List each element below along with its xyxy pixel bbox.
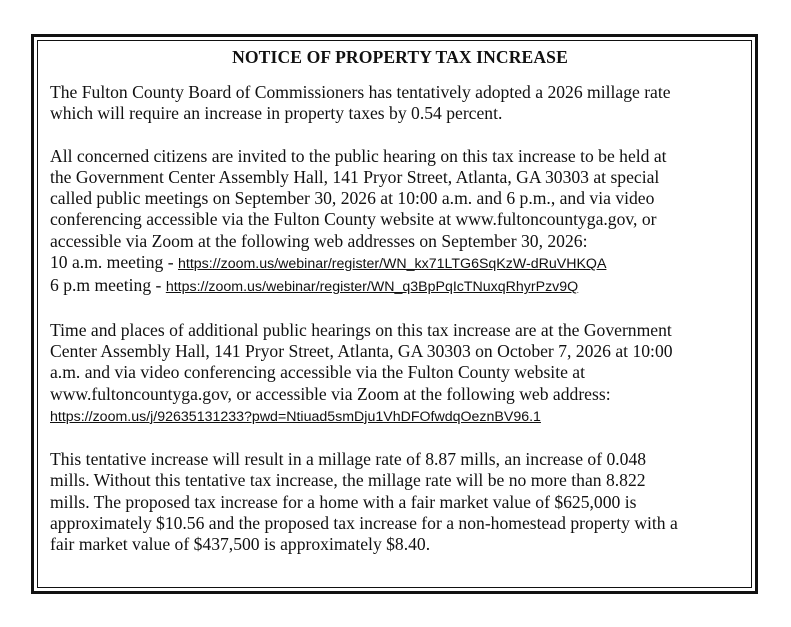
paragraph-line: mills. The proposed tax increase for a home with a fair market value of $625,000 is (50, 491, 637, 512)
additional-url-line (50, 405, 750, 428)
paragraph-line: Time and places of additional public hearings on this tax increase are at the Government (50, 319, 672, 340)
notice-content (50, 47, 750, 577)
hearing-paragraph (50, 146, 750, 299)
paragraph-line: mills. Without this tentative tax increase, the millage rate will be no more than 8.822 (50, 470, 646, 491)
notice-title: NOTICE OF PROPERTY TAX INCREASE (232, 47, 568, 67)
paragraph-line: the Government Center Assembly Hall, 141 Pryor Street, Atlanta, GA 30303 at special (50, 166, 660, 187)
notice-outer-border (31, 34, 758, 594)
meeting-6pm-label: 6 p.m meeting - (50, 275, 166, 296)
paragraph-line: approximately $10.56 and the proposed tax increase for a non-homestead property with a (50, 513, 678, 534)
notice-inner-border (37, 40, 752, 588)
meeting-10am-label: 10 a.m. meeting - (50, 252, 179, 273)
paragraph-line: The Fulton County Board of Commissioners has tentatively adopted a 2026 millage rate (50, 82, 671, 102)
meeting-6pm-line (50, 275, 750, 298)
meeting-10am-line (50, 252, 750, 275)
additional-hearing-zoom-link[interactable]: https://zoom.us/j/92635131233?pwd=Ntiuad5smDju1VhDFOfwdqOeznBV96.1 (50, 408, 541, 425)
paragraph-line: which will require an increase in property taxes by 0.54 percent. (50, 103, 503, 124)
meeting-6pm-zoom-link[interactable]: https://zoom.us/webinar/register/WN_q3BpPqIcTNuxqRhyrPzv9Q (165, 279, 579, 296)
adoption-paragraph (50, 82, 750, 125)
paragraph-line: accessible via Zoom at the following web addresses on September 30, 2026: (50, 230, 588, 251)
paragraph-line: conferencing accessible via the Fulton County website at www.fultoncountyga.gov, or (50, 209, 657, 230)
paragraph-line: called public meetings on September 30, 2026 at 10:00 a.m. and 6 p.m., and via video (50, 188, 655, 209)
additional-hearings-paragraph (50, 320, 750, 428)
meeting-10am-zoom-link[interactable]: https://zoom.us/webinar/register/WN_kx71LTG6SqKzW-dRuVHKQA (178, 256, 607, 273)
paragraph-line: Center Assembly Hall, 141 Pryor Street, Atlanta, GA 30303 on October 7, 2026 at 10:00 (50, 340, 673, 361)
paragraph-line: www.fultoncountyga.gov, or accessible via Zoom at the following web address: (50, 383, 611, 404)
paragraph-line: All concerned citizens are invited to the public hearing on this tax increase to be held at (50, 145, 667, 166)
millage-paragraph (50, 449, 750, 555)
paragraph-line: This tentative increase will result in a millage rate of 8.87 mills, an increase of 0.048 (50, 449, 647, 470)
paragraph-line: a.m. and via video conferencing accessible via the Fulton County website at (50, 362, 585, 383)
paragraph-line: fair market value of $437,500 is approximately $8.40. (50, 534, 431, 555)
